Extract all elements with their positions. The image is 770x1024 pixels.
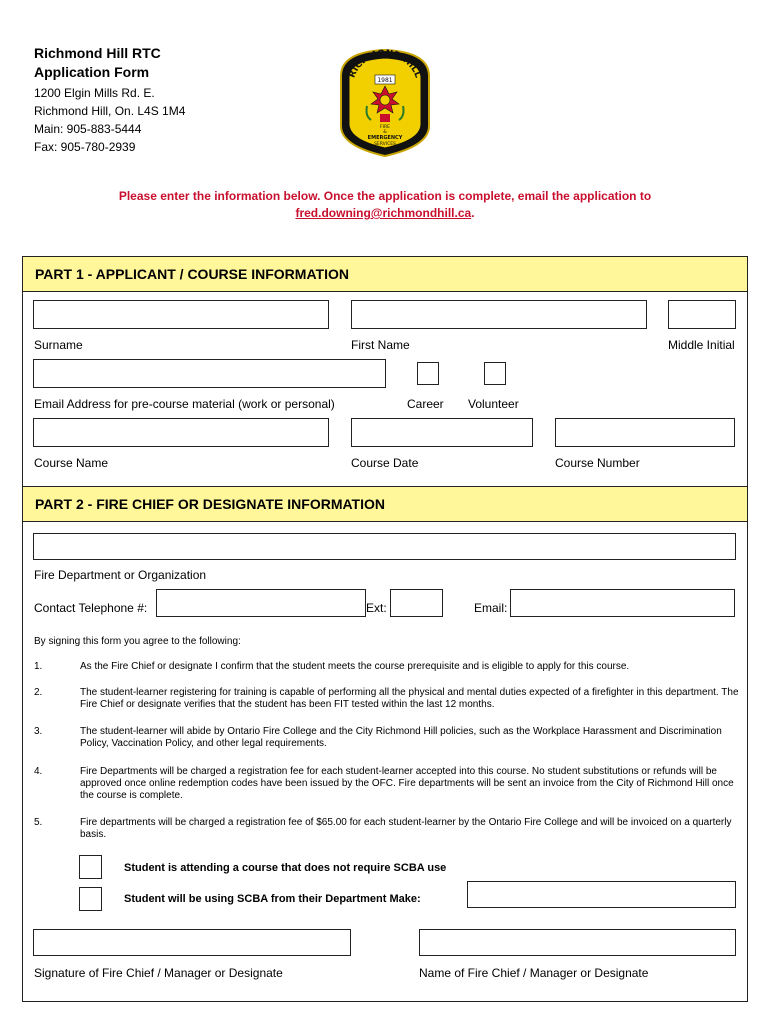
surname-input[interactable]: [33, 300, 329, 329]
email-address-label: Email Address for pre-course material (work or personal): [34, 397, 335, 411]
chief-name-input[interactable]: [419, 929, 736, 956]
surname-label: Surname: [34, 338, 83, 352]
scba-make-label: Student will be using SCBA from their Department Make:: [124, 893, 421, 905]
title-line-1: Richmond Hill RTC: [34, 45, 161, 61]
course-number-input[interactable]: [555, 418, 735, 447]
middle-initial-label: Middle Initial: [668, 338, 735, 352]
contact-telephone-input[interactable]: [156, 589, 366, 617]
contact-telephone-label: Contact Telephone #:: [34, 601, 148, 615]
item-3-text: The student-learner will abide by Ontario Fire College and the City Richmond Hill policies, such as the Workplace Harassment and Discrimination Policy, Vaccination Policy, and other legal requirements.: [80, 726, 722, 749]
notice-email-link[interactable]: fred.downing@richmondhill.ca: [295, 206, 472, 220]
item-4-text: Fire Departments will be charged a registration fee for each student-learner accepted into this course. No student substitutions or refunds will be approved once online redemption codes have been issued by the OFC. Fire departments will be sent an invoice from the City of Richmond Hill once the course is complete.: [80, 766, 734, 801]
ext-label: Ext:: [366, 601, 387, 615]
email-address-input[interactable]: [33, 359, 386, 388]
logo-text-emergency: EMERGENCY: [367, 135, 403, 141]
no-scba-checkbox[interactable]: [79, 855, 102, 879]
address-line-1: 1200 Elgin Mills Rd. E.: [34, 86, 155, 100]
scba-make-input[interactable]: [467, 881, 736, 908]
fax-number: Fax: 905-780-2939: [34, 140, 136, 154]
logo-text-services: SERVICES: [374, 142, 396, 147]
logo-text-fire: FIRE: [380, 125, 390, 130]
first-name-label: First Name: [351, 338, 410, 352]
part1-title: PART 1 - APPLICANT / COURSE INFORMATION: [35, 266, 349, 282]
middle-initial-input[interactable]: [668, 300, 736, 329]
notice-text: Please enter the information below. Once the application is complete, email the application to: [118, 189, 652, 203]
chief-email-input[interactable]: [510, 589, 735, 617]
logo-year: 1981: [377, 77, 393, 84]
part2-header: [22, 486, 748, 522]
item-2-text: The student-learner registering for training is capable of performing all the physical and mental duties expected of a firefighter in this department. The Fire Chief or designate verifies that the student has been FIT tested within the last 12 months.: [80, 687, 739, 710]
logo-top-text: RICHMOND HILL: [347, 48, 423, 80]
course-name-input[interactable]: [33, 418, 329, 447]
item-1-text: As the Fire Chief or designate I confirm that the student meets the course prerequisite and is eligible to apply for this course.: [80, 661, 630, 672]
ext-input[interactable]: [390, 589, 443, 617]
notice-period: .: [471, 206, 475, 220]
item-2-number: 2.: [34, 687, 43, 698]
fire-services-crest-logo: [337, 46, 433, 158]
chief-name-label: Name of Fire Chief / Manager or Designate: [419, 966, 649, 980]
item-5-text: Fire departments will be charged a registration fee of $65.00 for each student-learner by the Ontario Fire College and will be invoiced on a quarterly basis.: [80, 817, 732, 840]
volunteer-checkbox[interactable]: [484, 362, 506, 385]
fire-department-input[interactable]: [33, 533, 736, 560]
course-number-label: Course Number: [555, 456, 640, 470]
signature-input[interactable]: [33, 929, 351, 956]
form-title: [34, 44, 161, 82]
no-scba-label: Student is attending a course that does not require SCBA use: [124, 862, 447, 874]
scba-department-checkbox[interactable]: [79, 887, 102, 911]
fire-department-label: Fire Department or Organization: [34, 568, 207, 582]
item-1-number: 1.: [34, 661, 43, 672]
signature-label: Signature of Fire Chief / Manager or Designate: [34, 966, 283, 980]
item-5-number: 5.: [34, 817, 43, 828]
logo-text-amp: &: [383, 130, 387, 135]
chief-email-label: Email:: [474, 601, 508, 615]
first-name-input[interactable]: [351, 300, 647, 329]
course-date-input[interactable]: [351, 418, 533, 447]
agreement-intro: By signing this form you agree to the following:: [34, 636, 241, 647]
course-name-label: Course Name: [34, 456, 109, 470]
part1-header: [22, 256, 748, 292]
address-line-2: Richmond Hill, On. L4S 1M4: [34, 104, 186, 118]
career-label: Career: [407, 397, 444, 411]
volunteer-label: Volunteer: [468, 397, 519, 411]
item-3-number: 3.: [34, 726, 43, 737]
submission-notice: [60, 188, 710, 222]
part2-title: PART 2 - FIRE CHIEF OR DESIGNATE INFORMATION: [35, 496, 385, 512]
item-4-number: 4.: [34, 766, 43, 777]
title-line-2: Application Form: [34, 64, 150, 80]
career-checkbox[interactable]: [417, 362, 439, 385]
course-date-label: Course Date: [351, 456, 419, 470]
main-phone: Main: 905-883-5444: [34, 122, 142, 136]
